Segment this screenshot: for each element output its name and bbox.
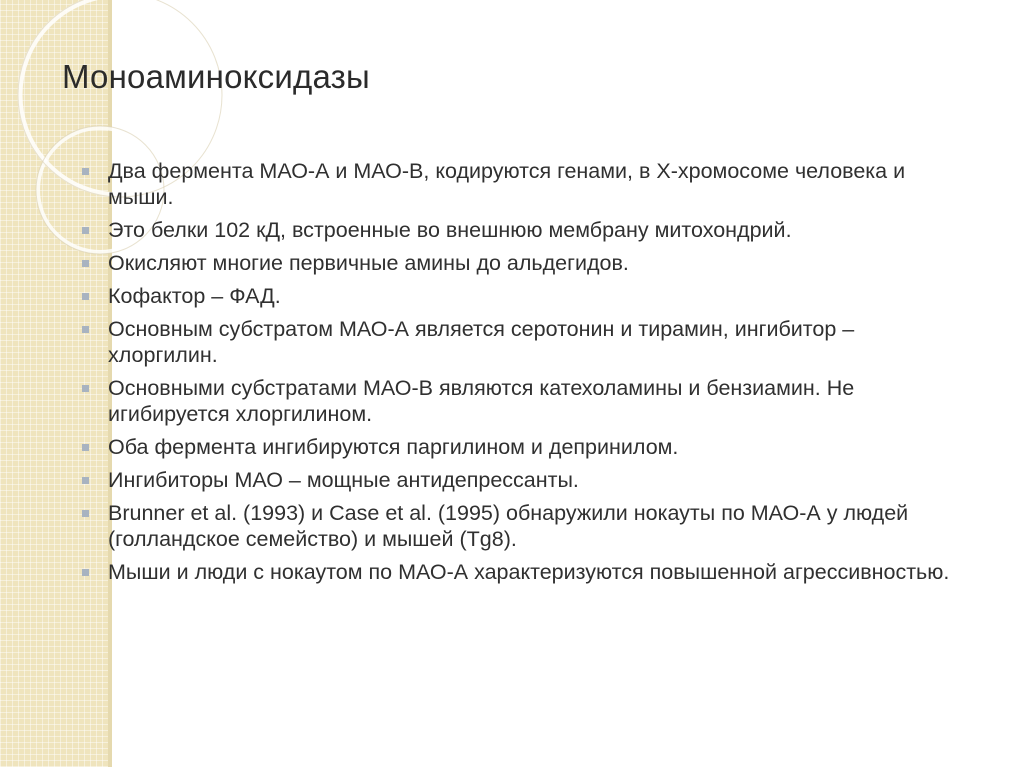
slide-title: Моноаминоксидазы (62, 58, 370, 95)
bullet-text: Основными субстратами МАО-В являются катехоламины и бензиамин. Не игибируется хлоргилином. (108, 376, 855, 426)
bullet-text: Кофактор – ФАД. (108, 284, 281, 308)
square-bullet-icon (82, 260, 89, 267)
bullet-text: Два фермента МАО-А и МАО-В, кодируются генами, в Х-хромосоме человека и мыши. (108, 159, 906, 209)
bullet-item (82, 500, 962, 552)
square-bullet-icon (82, 293, 89, 300)
square-bullet-icon (82, 168, 89, 175)
square-bullet-icon (82, 477, 89, 484)
square-bullet-icon (82, 444, 89, 451)
bullet-item (82, 375, 962, 427)
bullet-item (82, 559, 962, 585)
bullet-text: Основным субстратом МАО-А является серотонин и тирамин, ингибитор – хлоргилин. (108, 317, 855, 367)
square-bullet-icon (82, 569, 89, 576)
bullet-item (82, 158, 962, 210)
bullet-item (82, 283, 962, 309)
bullet-item (82, 250, 962, 276)
bullet-text: Ингибиторы МАО – мощные антидепрессанты. (108, 468, 579, 492)
square-bullet-icon (82, 326, 89, 333)
square-bullet-icon (82, 227, 89, 234)
square-bullet-icon (82, 385, 89, 392)
square-bullet-icon (82, 510, 89, 517)
bullet-item (82, 316, 962, 368)
bullet-list (82, 158, 962, 592)
bullet-text: Окисляют многие первичные амины до альдегидов. (108, 251, 629, 275)
bullet-text: Brunner et al. (1993) и Case et al. (1995) обнаружили нокауты по МАО-А у людей (голландское семейство) и мышей (Tg8). (108, 501, 909, 551)
bullet-text: Это белки 102 кД, встроенные во внешнюю мембрану митохондрий. (108, 218, 792, 242)
bullet-item (82, 434, 962, 460)
bullet-item (82, 467, 962, 493)
bullet-item (82, 217, 962, 243)
bullet-text: Мыши и люди с нокаутом по МАО-А характеризуются повышенной агрессивностью. (108, 560, 950, 584)
bullet-text: Оба фермента ингибируются паргилином и депринилом. (108, 435, 679, 459)
